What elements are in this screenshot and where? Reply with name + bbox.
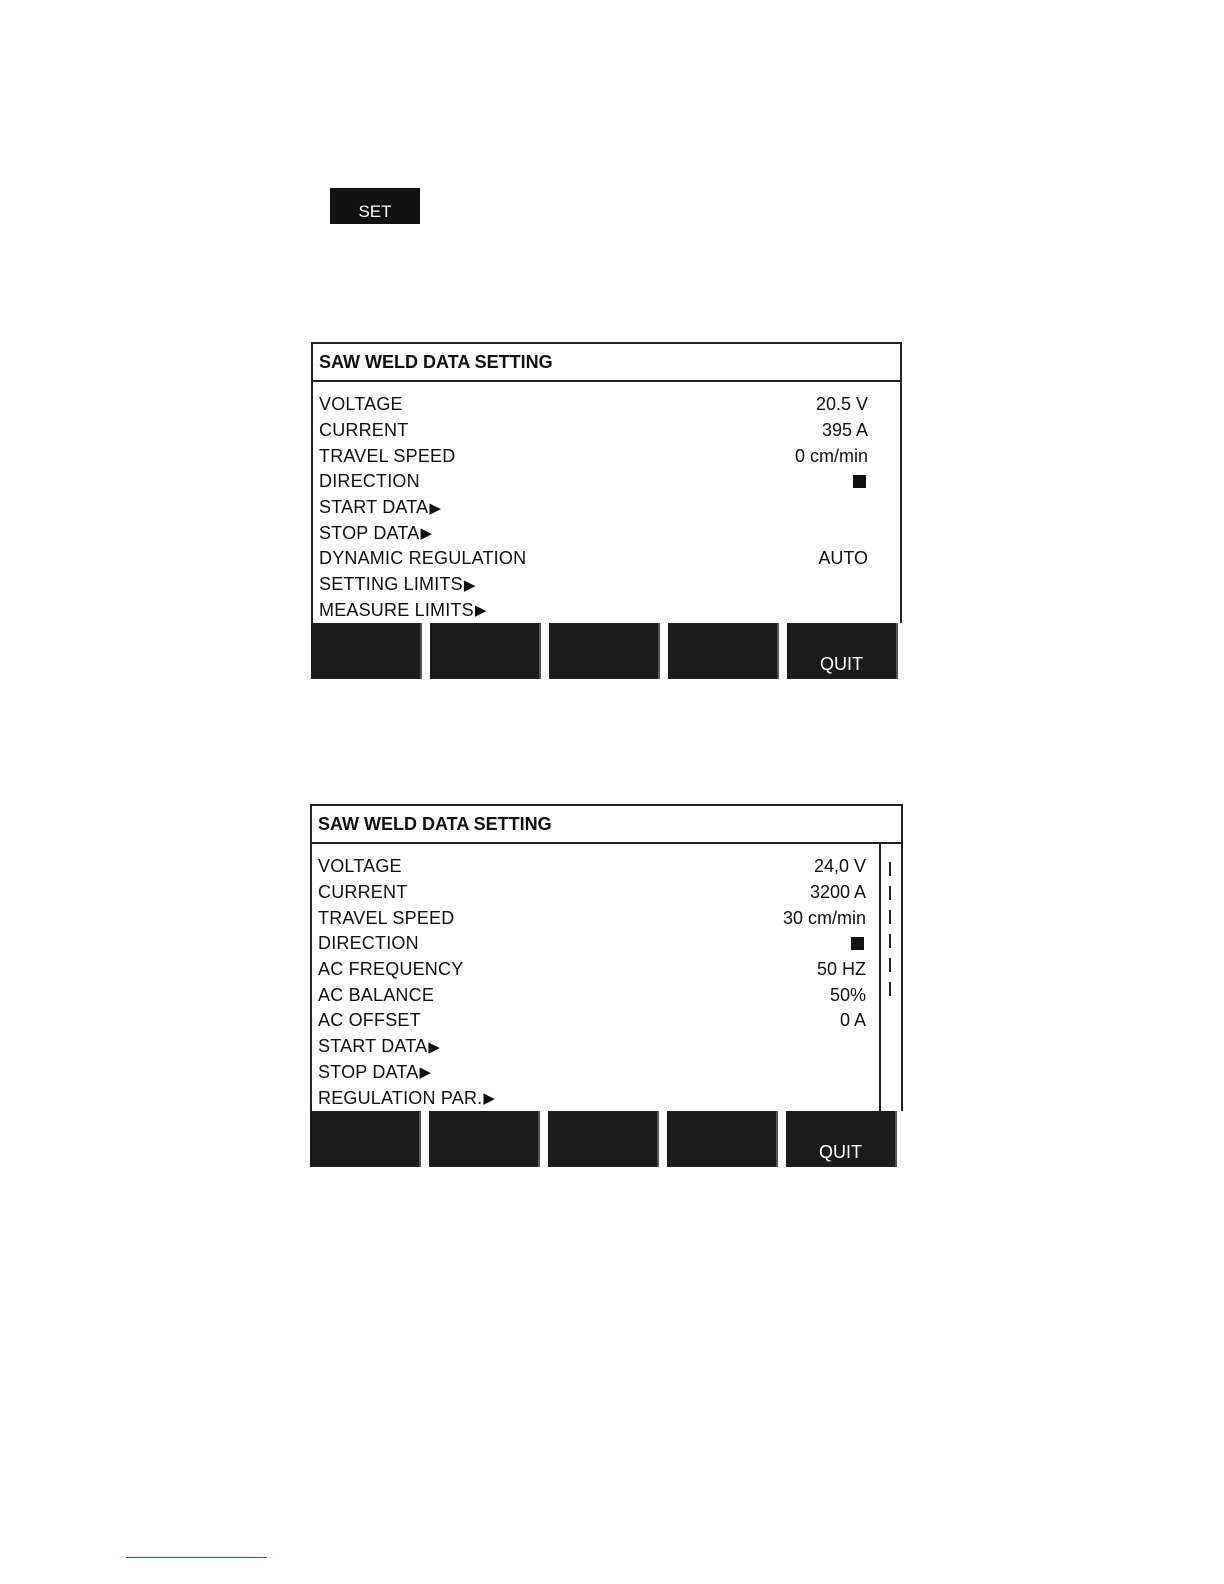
softkey-2[interactable]: [429, 1111, 540, 1167]
scroll-tick-icon: [889, 886, 891, 900]
row-start-data[interactable]: [313, 495, 900, 521]
screen-frame: [310, 804, 903, 1111]
row-travel-speed[interactable]: [312, 905, 901, 931]
row-ac-offset[interactable]: [312, 1008, 901, 1034]
row-value: 0 cm/min: [794, 445, 868, 466]
row-label: AC FREQUENCY: [318, 959, 464, 980]
scroll-tick-icon: [889, 910, 891, 924]
row-label: TRAVEL SPEED: [318, 907, 455, 928]
row-current[interactable]: [313, 418, 900, 444]
row-label: REGULATION PAR.: [318, 1087, 483, 1108]
row-voltage[interactable]: [312, 854, 901, 880]
softkey-bar: [310, 1111, 903, 1167]
scrollbar[interactable]: [879, 844, 901, 1111]
row-ac-frequency[interactable]: [312, 957, 901, 983]
submenu-arrow-icon: ▶: [483, 1090, 495, 1108]
row-value: AUTO: [818, 548, 868, 569]
softkey-bar: [311, 623, 902, 679]
softkey-2[interactable]: [430, 623, 541, 679]
row-setting-limits[interactable]: [313, 572, 900, 598]
row-start-data[interactable]: [312, 1034, 901, 1060]
submenu-arrow-icon: ▶: [419, 1064, 432, 1082]
row-label: CURRENT: [319, 420, 409, 441]
screen-title: SAW WELD DATA SETTING: [312, 806, 901, 844]
row-label: SETTING LIMITS: [319, 574, 463, 595]
bottom-link-underline: [126, 1557, 267, 1558]
weld-data-screen-1: [311, 342, 902, 679]
row-label: DIRECTION: [318, 933, 419, 954]
softkey-3[interactable]: [548, 1111, 659, 1167]
row-direction[interactable]: [313, 469, 900, 495]
row-label: DIRECTION: [319, 471, 420, 492]
row-label: STOP DATA: [319, 522, 420, 543]
row-label: VOLTAGE: [318, 856, 402, 877]
submenu-arrow-icon: ▶: [463, 576, 476, 594]
softkey-1[interactable]: [311, 623, 422, 679]
filled-square-icon: [853, 475, 866, 488]
screen-title: SAW WELD DATA SETTING: [313, 344, 900, 382]
row-regulation-par[interactable]: [312, 1085, 901, 1111]
quit-button[interactable]: QUIT: [786, 1111, 897, 1167]
row-value: 24,0 V: [813, 856, 866, 877]
softkey-4[interactable]: [668, 623, 779, 679]
screen-frame: [311, 342, 902, 623]
scroll-tick-icon: [889, 862, 891, 876]
submenu-arrow-icon: ▶: [474, 602, 487, 620]
row-ac-balance[interactable]: [312, 982, 901, 1008]
row-value: 50%: [829, 984, 866, 1005]
row-stop-data[interactable]: [313, 520, 900, 546]
row-dynamic-regulation[interactable]: [313, 546, 900, 572]
quit-button[interactable]: QUIT: [787, 623, 898, 679]
settings-list: [312, 844, 901, 1111]
row-value: 50 HZ: [816, 959, 866, 980]
row-voltage[interactable]: [313, 392, 900, 418]
filled-square-icon: [851, 937, 864, 950]
scroll-tick-icon: [889, 934, 891, 948]
row-label: CURRENT: [318, 882, 408, 903]
row-value: 20.5 V: [815, 394, 868, 415]
row-direction[interactable]: [312, 931, 901, 957]
submenu-arrow-icon: ▶: [420, 525, 433, 543]
softkey-3[interactable]: [549, 623, 660, 679]
softkey-1[interactable]: [310, 1111, 421, 1167]
row-value: 395 A: [821, 420, 868, 441]
weld-data-screen-2: [310, 804, 903, 1167]
row-label: STOP DATA: [318, 1061, 419, 1082]
row-value: 0 A: [839, 1010, 866, 1031]
row-label: DYNAMIC REGULATION: [319, 548, 527, 569]
row-stop-data[interactable]: [312, 1060, 901, 1086]
row-travel-speed[interactable]: [313, 443, 900, 469]
row-label: VOLTAGE: [319, 394, 403, 415]
row-measure-limits[interactable]: [313, 598, 900, 624]
row-value: 30 cm/min: [782, 907, 866, 928]
softkey-4[interactable]: [667, 1111, 778, 1167]
settings-list: [313, 382, 900, 623]
row-label: START DATA: [318, 1036, 428, 1057]
submenu-arrow-icon: ▶: [428, 1038, 440, 1056]
row-value: 3200 A: [809, 882, 866, 903]
scroll-tick-icon: [889, 982, 891, 996]
row-current[interactable]: [312, 880, 901, 906]
row-label: AC OFFSET: [318, 1010, 421, 1031]
set-key-label: SET: [358, 202, 392, 221]
set-key[interactable]: [330, 188, 420, 224]
row-label: MEASURE LIMITS: [319, 599, 474, 620]
scroll-tick-icon: [889, 958, 891, 972]
submenu-arrow-icon: ▶: [429, 499, 441, 517]
row-label: TRAVEL SPEED: [319, 445, 456, 466]
row-label: START DATA: [319, 497, 429, 518]
row-label: AC BALANCE: [318, 984, 435, 1005]
